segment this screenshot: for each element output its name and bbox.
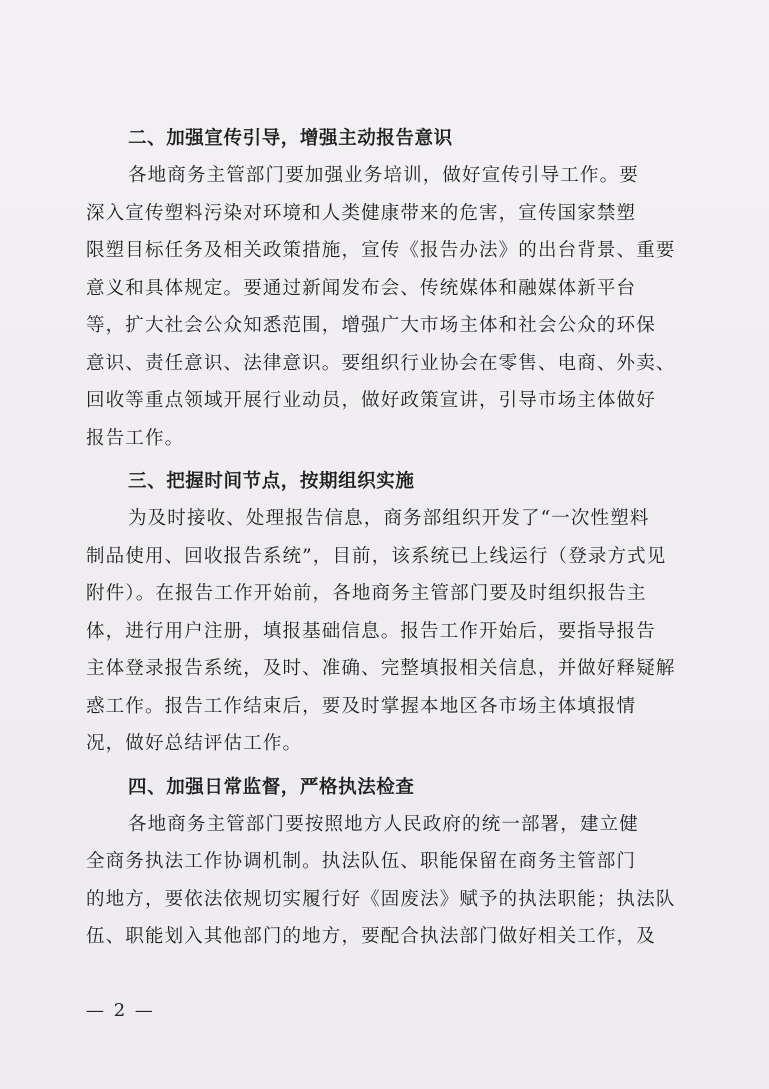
text-line: 况，做好总结评估工作。: [86, 733, 303, 754]
text-line: 意识、责任意识、法律意识。要组织行业协会在零售、电商、外卖、: [86, 352, 676, 374]
text-line: 等，扩大社会公众知悉范围，增强广大市场主体和社会公众的环保: [86, 315, 656, 336]
text-line: 各地商务主管部门要加强业务培训，做好宣传引导工作。要: [128, 165, 639, 186]
text-line: 报告工作。: [86, 427, 185, 449]
section-heading-4: 四、加强日常监督，严格执法检查: [128, 776, 415, 798]
section-paragraph-2: [86, 157, 686, 457]
text-line: 全商务执法工作协调机制。执法队伍、职能保留在商务主管部门: [86, 851, 637, 872]
text-line: 回收等重点领域开展行业动员，做好政策宣讲，引导市场主体做好: [86, 390, 656, 411]
text-line: 伍、职能划入其他部门的地方，要配合执法部门做好相关工作，及: [86, 926, 656, 947]
text-line: 深入宣传塑料污染对环境和人类健康带来的危害，宣传国家禁塑: [86, 202, 637, 224]
text-line: 为及时接收、处理报告信息，商务部组织开发了“一次性塑料: [128, 508, 650, 529]
section-heading-2: 二、加强宣传引导，增强主动报告意识: [128, 128, 453, 149]
text-line: 的地方，要依法依规切实履行好《固废法》赋予的执法职能；执法队: [86, 888, 676, 910]
text-line: 意义和具体规定。要通过新闻发布会、传统媒体和融媒体新平台: [86, 277, 637, 299]
reverse-side-show-through: [200, 55, 540, 95]
text-line: 附件）。在报告工作开始前，各地商务主管部门要及时组织报告主: [86, 583, 647, 604]
document-body: [86, 122, 686, 956]
text-line: 主体登录报告系统，及时、准确、完整填报相关信息，并做好释疑解: [86, 658, 676, 679]
page-number: — 2 —: [86, 1000, 155, 1021]
text-line: 各地商务主管部门要按照地方人民政府的统一部署，建立健: [128, 813, 639, 835]
section-paragraph-4: [86, 806, 686, 956]
section-heading-3: 三、把握时间节点，按期组织实施: [128, 471, 415, 492]
text-line: 限塑目标任务及相关政策措施，宣传《报告办法》的出台背景、重要: [86, 240, 676, 261]
text-line: 体，进行用户注册，填报基础信息。报告工作开始后，要指导报告: [86, 620, 656, 642]
section-paragraph-3: [86, 500, 686, 763]
text-line: 制品使用、回收报告系统”，目前，该系统已上线运行（登录方式见: [86, 545, 667, 567]
text-line: 惑工作。报告工作结束后，要及时掌握本地区各市场主体填报情: [86, 695, 637, 717]
